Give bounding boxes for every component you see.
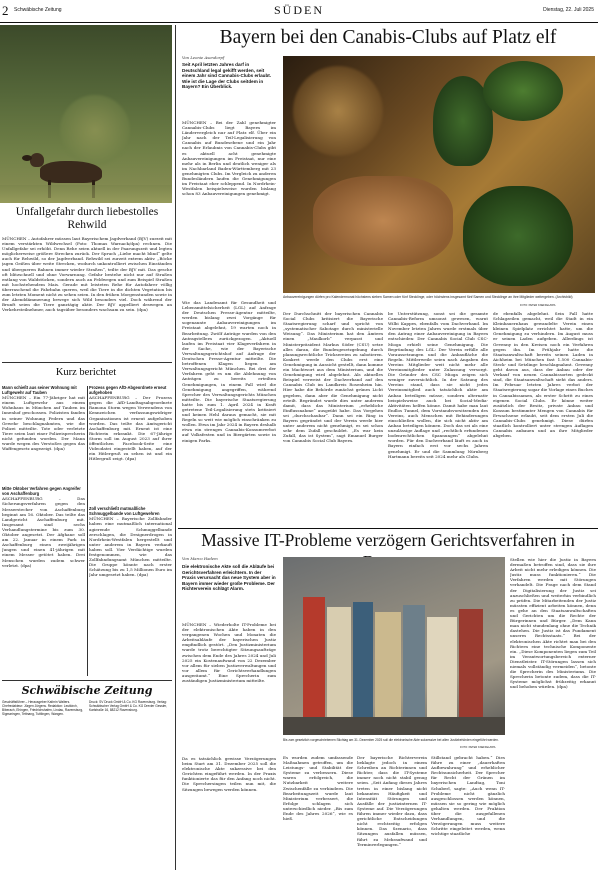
top-article-col-3: Der Durchschnitt der bayerischen Cannabis Social Clubs kritisiert die Bayerische Staatsregierung scharf und spricht von „systematischer Sabotage durch ministerielle Weisung“. Das Ministerium hat den Ämtern einen „Maulkorb“ verpasst und Ministerpräsident Markus Söder (CSU) setze alles daran, die Bundesgesetzgebung durch planungsrechtliche Tricksereien zu sabotieren. Konkret werde den Clubs erst eine Genehmigung in Aussicht gestellt, dann komme ein Machtwort aus dem Ministerium, und die Genehmigung wird abgelehnt. Als aktuelles Beispiel verweist der Dachverband auf den Cannabis Club im Landkreis Rosenheim hin. Hier habe die Behörde zunächst grünes Licht gegeben, dann aber die Genehmigung nicht erteilt. Begründet wurde dies unter anderem damit, dass das Ministerium „erhebliche Einflussnahme“ ausgeübt habe. Das Vorgehen sei „durchschaubar“. Dann sei ein Ring in Bayern gegründet und der Verein werde hier unter anderem nicht genehmigt, es sei schon sehr dem Zufall geschuldet. „Es war kein Zufall, das ist System“, sagt Emanuel Burger von Cannabis Social Club Bayern. <box>283 311 383 444</box>
page-header <box>0 0 598 22</box>
kurz-berichtet-heading: Kurz berichtet <box>55 367 117 378</box>
page-number: 2 <box>2 3 9 18</box>
masthead-col-2: Druck: SV Druck GmbH & Co. KG Ravensburg. Verlag: Schwäbischer Verlag GmbH & Co. KG Drexler Gessler, Karlstraße 16, 88212 Ravensburg. <box>89 700 167 712</box>
bottom-article-col-5: Stillstand gebracht haben.“ Dies führe zu einer „dauerhaften Aufbewahrung“ und erheblicher Rechtsunsicherheit. Der Sprecher für Recht der Grünen im bayerischen Landtag, Toni Schuberl, sagte: „Auch wenn IT-Probleme nicht gänzlich ausgeschlossen werden können, müssen sie so gering wie möglich gehalten werden. Der Fraktion über die ausgefallenen Verhandlungen, und die Verzögerungen muss weitere Schritte eingeleitet werden, wenn wichtige staatliche <box>431 755 505 837</box>
top-article-headline: Bayern bei den Canabis-Clubs auf Platz elf <box>219 27 557 48</box>
kurz-item-title: Mann schießt aus seiner Wohnung mit Luftgewehr auf Tauben <box>2 385 77 396</box>
photo-credit: FOTO: PETER KNEFFEL/DPA <box>520 304 556 307</box>
bottom-article-col-1: MÜNCHEN – Wiederholte IT-Probleme bei der elektronischen Akte haben in den vergangenen Wochen und Monaten die Arbeitsabläufe der bayerischen Justiz empfindlich gestört. „Den Justizministerium wurde trotz berechtigter Sitzungsaufträge zwischen dem Ende des Jahres 2024 und Juli 2025 ein Kostenaufwand von 22 Dezember vor allem für sieben Justizverwaltungen und vor allem für Gerichtsverhandlungen ausgeräumt.“ Eine Sprecherin zum zuständigen Justizministerium mitteilte. <box>182 622 276 684</box>
masthead-logo: Schwäbische Zeitung <box>21 684 153 697</box>
files-photo <box>283 557 505 735</box>
bottom-article-col-2: Da es tatsächlich gewisse Verzögerungen beim Start am 31. Dezember 2025 soll die elektronische Akte sukzessive bei den Gerichten eingeführt werden. In der Praxis funktionierte das für den Anfang noch nicht. Die Sprechersingen teilen nun mit, die Sitzungen bewegen werden können. <box>182 756 276 792</box>
bottom-article-lead: Die elektronische Akte soll die Abläufe bei Gerichtsverfahren erleichtern. In der Praxis verursacht das neue System aber in Bayern immer wieder große Probleme. Der Richterverein schlägt Alarm. <box>182 564 276 592</box>
kurz-col-2 <box>89 385 172 685</box>
kurz-col-1 <box>2 385 85 685</box>
vertical-column-divider <box>175 25 176 870</box>
top-article-col-4: be Unterstützung, sonst sei die gesamte Cannabis-Reform umsonst gewesen, warnt Wilbi Kappes, ebenfalls vom Dachverband. Im November letzten Jahres wurde erstmals über den Antrag einer Anbauvereinigung in Bayern entschieden: Der Cannabis Social Club CSC-Mioga erhielt seine Genehmigung. Die Begründung des LGL: Der Verein erfülle alle Voraussetzungen und die Anbaufläche die Regeln. Mittlerweile seien nach Angaben des Vereins Mitglieder weit nicht mehr alle Vereinsmitglieder unter Zulassung versorgt. Die Gründer des CSC Mioga zeigen sich weniger zuversichtlich. In der Satzung des Vereins stand, dass sie nicht jedes Vereinsmitglied auch tatsächlich aktiv am Anbau beteiligen müsse, sondern alternativ beispielsweise auch bei Social-Media-Aktivitäten helfen könne. Damit habe man laut Endlos Tunnel, dem Vorstandsvorsitzenden des Vereins, auch Menschen mit Behinderungen einschließen wollen, die sich nicht aktiv am Anbau beteiligen können. Doch das sei als eine unzulässige Auflage und „rechtlich erfundenen bodenrechtlichen Spannungen“ abgelehnt worden. Für den Dachverband läuft es auch in Bayern einfach erst vor sechs Jahren genehmigt. Er und die Sammlung Nürnberg Hartmann bereits seit 2024 mehr als Clubs. <box>388 311 488 459</box>
top-article-col-1: MÜNCHEN – Bei der Zahl genehmigter Cannabis-Clubs liegt Bayern im Ländervergleich nur auf Platz elf. Über ein Jahr nach der Teil-Legalisierung von Cannabis auf Bundesebene und ein Jahr nach der Erlaubnis von Cannabis-Clubs gibt es aktuell acht genehmigte Anbauvereinigungen im Freistaat, nur eine mehr als in Berlin und deutlich weniger als im Nachbarland Baden-Württemberg mit 23 genehmigten Clubs. Im Vergleich zu anderen Bundesländern laufen die Genehmigungen im Freistaat eher schleppend. In Nordrhein-Westfalen beispielsweise wurden bislang schon 83 Anbauvereinigungen genehmigt. <box>182 120 276 197</box>
kurz-col-divider <box>87 386 88 676</box>
top-article-lead: Seit April letzten Jahres darf in Deutschland legal gekifft werden, seit einem Jahr sind Cannabis-Clubs erlaubt. Wie ist die Lage der Clubs seitdem in Bayern? Ein Überblick. <box>182 62 272 90</box>
bottom-article-col-4: Der bayerische Richterverein beklagte jedoch in einem Schreiben an Richterinnen und Richter, dass die IT-Systeme immer noch nicht stabil genug seien. „Seit Anfang dieses Jahres treten in einer bislang nicht bekannten Häufigkeit und Intensität Störungen und Ausfälle der justizinternen IT-Systeme auf. Die Verzögerungen führen immer wieder dazu, dass gerichtliche Entscheidungen nicht rechtzeitig erfolgen können. Das Szenario, dass Sitzungen ausfallen müssen, führt zu Mehraufwand und Terminverlegungen.“ <box>357 755 427 847</box>
left-divider <box>2 362 172 363</box>
top-article-col-5: de ebenfalls abgelehnt. Sein Fall hatte Schlagzeilen gemacht, weil die Stadt in ein Kleinbauernhaus gewandelte Verein einen kleinen Spielplatz errichtet hatte, um die Genehmigung zu verhindern. Im August muss er seinen Laden aufgeben. Allerdings ist Gevenny in den Kreisen noch ein Verfahren gegen ihn. Im Frühjahr hatte die Staatsanwaltschaft bereits seinen Laden in Aichheim bei München fast 1.500 Cannabis-Steck- und Setzlinge beschlagnahmt. Gevenny geht davon aus, dass der Anbau oder der Verkauf von neuen Cannabissorten gedeckt sind, die Staatsanwaltschaft sieht das anders. Im Februar letzten Jahres verbot der Staatsregierung sogar die Vorlage eines Buches in Cannabissamen, als erster Schritt zu eines eigenen Social Clubs. Er könne weiter zusätzlich der Besitz, private Anbau und Konsum bestimmter Mengen von Cannabis für Erwachsene erlaubt, seit dem ersten Juli die Cannabis-Clubs genehmigt. Diese dürfen staatlich kontrolliert unter strengen Auflagen Cannabis anbauen und an ihre Mitglieder abgeben. <box>493 311 593 439</box>
deer-photo <box>0 25 172 203</box>
top-article-author: Von Leonie Asendorpf <box>182 55 225 60</box>
kurz-item-title: Zoll verschließt mutmaßliche Schmuggelbande von Luftgewehren <box>89 506 160 517</box>
cannabis-photo <box>283 56 595 293</box>
kurz-item-title: Prozess gegen AfD-Abgeordnete erneut aufgehoben <box>89 385 167 396</box>
bottom-article-col-3: Es wurden zudem umfassende Maßnahmen getroffen, um die Leistungs- und Stabilität der Systeme zu verbessern. Diese waren erfolgreich, die Nutzbarkeit weitere Zwischenfälle zu verhindern. Die Bearbeitungszeit wurde laut Ministerium verbessert, die Erfolge schlagen sich unterschiedlich nieder. „Bis zum Ende des Jahres 2026“, wie es hieß. <box>283 755 353 822</box>
kurz-item-body: ASCHAFFENBURG – Der Prozess gegen die AfD-Landtagsabgeordnete Ramona Storm wegen Verwendens von Kennzeichen verfassungswidriger Organisationen ist erneut aufgehoben worden. Das teilte das Amtsgericht Aschaffenburg mit. Erneut ist eine Richterin erkrankt. Die 67-Jährige Storm soll im August 2023 auf ihrer öffentlichen Facebook-Seite eine Videodatei eingestellt haben, auf der ein Hitlergruß zu sehen ist und ein Hitlergruß zeigt. (dpa) <box>89 395 172 462</box>
kurz-item-body: MÜNCHEN – Ein 77-Jähriger hat mit einem Luftgewehr aus einem Wohnhaus in München auf Tauben im Innenhof geschossen. Polizisten fanden in seiner Wohnung Federn und das Gewehr beschlagnahmten, wie die Polizei mitteilte. Tote oder verletzte Tiere seien laut einer Polizeisprecherin nicht gefunden worden. Der Mann wurde wegen des Verstoßes gegen das Waffengesetz angezeigt. (dpa) <box>2 395 85 452</box>
bottom-photo-credit: FOTO: PETER KNEFFEL/DPA <box>460 746 496 749</box>
header-divider <box>0 22 598 23</box>
masthead-col-1: Geschäftsführer – Herausgeber Kathrin Walters. Chefredakteur: Jürgen Jürgens. Redaktion: Leutkirch, Biberach, Ehingen, Friedrichshafen, Lindau, Ravensburg, Sigmaringen, Tettnang, Tuttlingen, Wangen. <box>2 700 83 716</box>
photo-caption: Anbauvereinigungen dürfen pro Kalendermonat höchstens sieben Samen oder fünf Stecklinge, oder höchstens insgesamt fünf Samen und Stecklinge an ihre Mitglieder weitergeben. (Archivbild) <box>283 295 573 299</box>
paper-name: Schwäbische Zeitung <box>14 7 62 13</box>
date: Dienstag, 22. Juli 2025 <box>543 7 594 13</box>
masthead-divider <box>2 680 172 681</box>
section-title: SÜDEN <box>273 3 324 17</box>
top-article-col-2: Wie das Landesamt für Gesundheit und Lebensmittelsicherheit (LGL) auf Anfrage der Deutschen Presse-Agentur mitteilte, werden bislang zwei Vorgänge für sogenannte Anbauvereinigungen im Freistaat abgelehnt, 19 warten noch in Bearbeitung. Zwölf Anträge wurden von den Antragstellern zurückgezogen. „Aktuell laufen im Freistaat vier Klageverfahren in der Sache, wie der Bayerische Verwaltungsgerichtshof auf Anfrage der Deutschen Presse-Agentur mitteilte. Die betroffenen Klagen liegen am Verwaltungsgericht München. Bei drei der Verfahren geht es um die Ablehnung von Anträgen zu bereits erteilten Genehmigungen, in einem Fall wird die Genehmigung angegriffen, während Sprecher des Verwaltungsgerichts München mitteilte. Die bayerische Staatsregierung hatte bis zum 1. April 2024 in Kraft getretene Teil-Legalisierung stets kritisiert und keinen Hehl daraus gemacht, sie mit Regeln so weit wie möglich einschränken zu wollen. Etwa im Jahr 2024 in Bayern deshalb etwa ein strenges Cannabis-Konsumverbot auf Volksfesten und in Biergärten sowie in einigen Parks. <box>182 300 276 443</box>
left-article-body: MÜNCHEN – Autofahrer müssen laut Bayerischem Jagdverband (BJV) zurzeit mit einem verstärkten Wildwechsel (Foto: Thomas Warnack/dpa) rechnen. Die Unfallgefahr sei erhöht. Denn Rehe seien aktuell in der Paarungszeit und legten möglicherweise größere Strecken zurück. Der Spruch „Liebe macht blind“ gelte auch für Rehwild, so der Jagdverband. Rehwild sei zurzeit extrem aktiv. „Böcke jagen Geißen über weite Strecken, wodurch unkontrolliert zwischen Einständen und übergueren Bahnen immer wieder Straßen“, teilte der BJV mit. Das gesche oft blitzschnell und ohne Vorwarnung. Gefahr bestehe nicht nur auf Straßen entlang von Waldstücken, sondern auch an Feldwegen und zum Beispiel Straßen mit hochstehendem Mais. Gerade mit leisteten Rehe für Autofahrer völlig überraschend die Fahrbahn queren, weil die Tiere in die dichten Vegetation bis zum letzten Moment nicht zu sehen seien. In den frühen Morgenstunden sowie in der Abenddämmerung bewege sich Wild besonders viel. Doch während der Brunft seien die Tiere ganztägig aktiv. Der BJV appelliert deswegen an Verkehrsteilnehmer, auch tagsüber besonders wachsam zu sein. (dpa) <box>2 236 172 313</box>
bottom-photo-caption: Bis zum gesetzlich vorgeschriebenen Stichtag am 31. Dezember 2025 soll die elektronische Akte sukzessive bei allen Justizbehörden eingeführt werden. <box>283 738 499 742</box>
kurz-item-title: Mitte Oktober Verfahren gegen Angreifer von Aschaffenburg <box>2 486 81 497</box>
left-article-title: Unfallgefahr durch liebestolles Rehwild <box>15 206 159 231</box>
bottom-article-headline: Massive IT-Probleme verzögern Gerichtsverfahren in <box>201 530 575 550</box>
kurz-item-body: MÜNCHEN – Bayerische Zollfahnder haben eine mutmaßlich international agierende Schmuggelbande zerschlagen, die Designerdrogen in Nordrhein-Westfalen hergestellt und unter anderem in Bayern verkauft haben soll. Vier Verdächtige wurden festgenommen, wie das Zollfahndungsamt München mitteilte. Die Gruppe könnte nach erster Schätzung bis zu 1,5 Millionen Euro im Jahr umgesetzt haben. (dpa) <box>89 516 172 578</box>
bottom-article-col-6: Stellen wie hier die Justiz in Bayern dermaßen betroffen sind, dass sie ihre Arbeit nicht mehr erledigen können. Die Justiz muss funktionieren.“ Die Verfahren werden mit Störungen verhandelt. Die Frage nach dem Stand der Digitalisierung der Justiz sei anzuschließen und weiterhin verbindlich zu prüfen. Die Mitarbeitenden der Justiz müssten effizient arbeiten können, denn es gehe an den Staatsanwaltschaften und Gerichten um die Rechte der Bürgerinnen und Bürger. „Dem Kann man nicht stundenlang ohne die Technik dastehen. Die Justiz ist das Fundament unseres Rechtsstaats.“ Bei der elektronischen Akte richtet man bei den Richtern eine technische Komponente ein. „Diese Komponenten liegen zum Teil im Verantwortungsbereich externer Dienstleister. IT-Störungen lassen sich niemals vollständig vermeiden“, betonte die Sprecherin des Ministeriums. Die Sprecherin betonte zudem, dass die IT-Systeme möglichst frühzeitig erkannt und behoben würden. (dpa) <box>510 557 596 690</box>
kurz-item-body: ASCHAFFENBURG – Das Sicherungsverfahren gegen den Messerstecher von Aschaffenburg beginnt am 16. Oktober. Das teilte das Landgericht Aschaffenburg mit. Insgesamt sind sechs Verhandlungstermine bis zum 30. Oktober angesetzt. Der Afghane soll am 22. Januar in einem Park in Aschaffenburg einen zweijährigen Jungen und einen 41-jährigen mit einem Messer getötet haben. Drei Menschen wurden zudem schwer verletzt. (dpa) <box>2 496 85 568</box>
bottom-article-author: Von Marco Hadem <box>182 556 218 561</box>
